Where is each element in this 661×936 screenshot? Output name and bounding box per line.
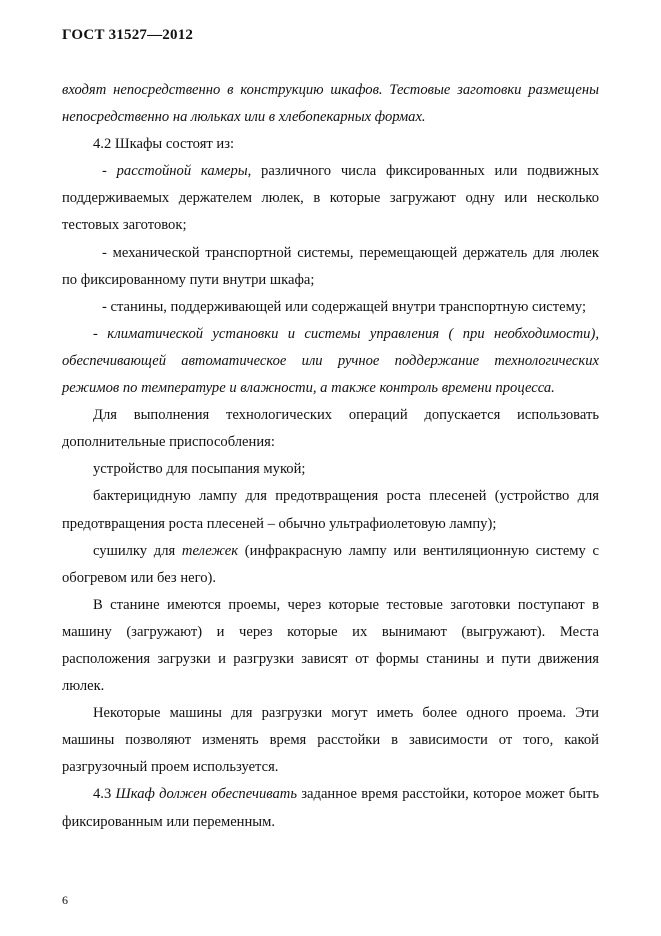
paragraph-additional-devices: Для выполнения технологических операций допускается использовать дополнительные приспособления: xyxy=(62,407,599,451)
list-item-proofing-chamber xyxy=(62,158,599,239)
document-header: ГОСТ 31527—2012 xyxy=(62,27,194,43)
paragraph-openings: В станине имеются проемы, через которые тестовые заготовки поступают в машину (загружают) и через которые их вынимают (выгружают). Места расположения загрузки и разгрузки зависят от формы станины и пути движения люлек. xyxy=(62,596,599,695)
list-item-frame: - станины, поддерживающей или содержащей внутри транспортную систему; xyxy=(102,298,587,315)
device-dryer xyxy=(62,538,599,592)
clause-4-2-heading: 4.2 Шкафы состоят из: xyxy=(93,136,235,153)
paragraph-continuation: входят непосредственно в конструкцию шкафов. Тестовые заготовки размещены непосредственно на люльках или в хлебопекарных формах. xyxy=(62,82,599,126)
proofing-chamber-text: , различного числа фиксированных или подвижных поддерживаемых держателем люлек, в которые загружают одну или несколько тестовых заготовок; xyxy=(62,163,599,234)
clause-4-3-term: Шкаф должен обеспечивать xyxy=(115,786,297,803)
dryer-text-end: (инфракрасную лампу или вентиляционную систему с обогревом или без него). xyxy=(62,542,599,586)
dryer-text-start: сушилку для xyxy=(93,542,182,559)
document-body xyxy=(62,77,599,836)
clause-4-3-number: 4.3 xyxy=(93,786,116,803)
dryer-term: тележек xyxy=(181,542,239,559)
list-item-climate-unit: - климатической установки и системы управления ( при необходимости), обеспечивающей автоматическое или ручное поддержание технологических режимов по температуре и влажности, а также контроль времени процесса. xyxy=(62,325,599,397)
device-flour-duster: устройство для посыпания мукой; xyxy=(93,461,306,478)
clause-4-3-text: заданное время расстойки, которое может быть фиксированным или переменным. xyxy=(62,786,599,830)
clause-4-3 xyxy=(62,781,599,835)
page-number: 6 xyxy=(62,893,68,907)
proofing-chamber-term: - расстойной камеры xyxy=(102,163,248,180)
list-item-transport-system: - механической транспортной системы, перемещающей держатель для люлек по фиксированному пути внутри шкафа; xyxy=(62,244,599,288)
paragraph-unloading: Некоторые машины для разгрузки могут иметь более одного проема. Эти машины позволяют изменять время расстойки в зависимости от того, какой разгрузочный проем используется. xyxy=(62,705,599,776)
device-bactericidal-lamp: бактерицидную лампу для предотвращения роста плесеней (устройство для предотвращения роста плесеней – обычно ультрафиолетовую лампу); xyxy=(62,488,599,532)
